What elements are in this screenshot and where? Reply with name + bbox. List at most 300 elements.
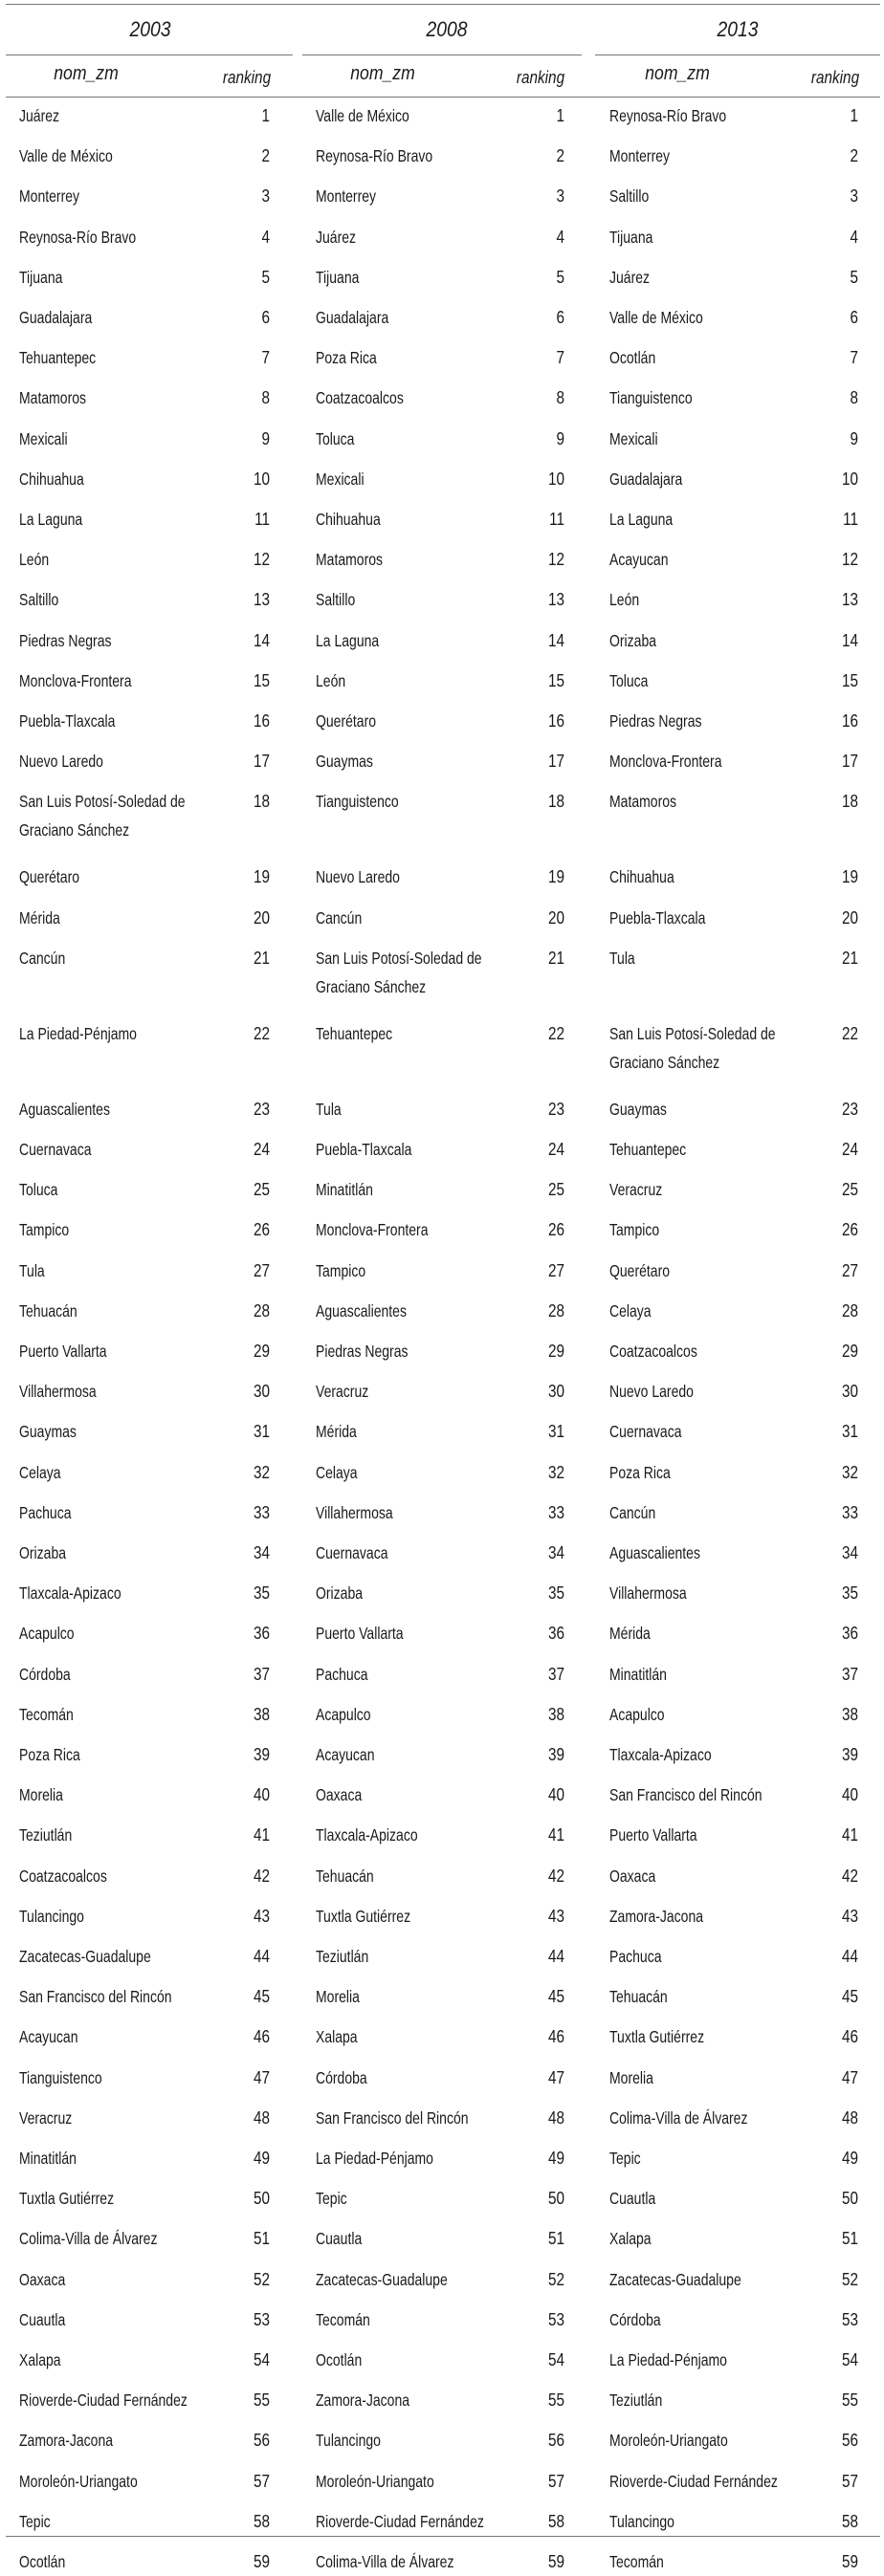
table-cell-name: Mexicali [316,469,365,489]
table-cell-ranking: 38 [253,1704,270,1724]
table-cell-ranking: 24 [253,1140,270,1159]
table-cell-name: Tecomán [316,2309,370,2329]
table-cell-ranking: 31 [547,1422,564,1442]
table-cell-ranking: 11 [254,510,270,529]
table-cell-name: Guadalajara [609,469,683,489]
table-cell-ranking: 8 [850,388,858,408]
table-cell-name: Tianguistenco [19,2067,102,2087]
table-cell-name: Mérida [316,1422,357,1442]
table-cell-ranking: 40 [841,1785,858,1805]
table-cell-ranking: 4 [261,227,270,247]
table-cell-name: Orizaba [19,1543,67,1562]
table-cell-name: Saltillo [316,590,356,610]
table-cell-name: Coatzacoalcos [609,1342,697,1361]
table-cell-ranking: 25 [841,1180,858,1200]
table-cell-name: Reynosa-Río Bravo [316,146,433,166]
table-cell-name: Monclova-Frontera [316,1220,429,1240]
table-cell-name: Matamoros [609,792,677,812]
table-cell-name: Chihuahua [316,510,381,529]
table-cell-name: Guaymas [19,1422,77,1442]
col-header-name-2008: nom_zm [350,63,415,84]
table-cell-ranking: 9 [850,428,858,448]
table-cell-name: Tijuana [609,227,653,247]
table-cell-ranking: 32 [547,1462,564,1482]
table-cell-name: Tijuana [316,267,360,287]
table-cell-name: Córdoba [19,1664,71,1684]
table-cell-ranking: 13 [253,590,270,610]
table-cell-ranking: 44 [841,1947,858,1966]
table-cell-name: Mérida [19,907,60,928]
table-cell-name: Villahermosa [19,1382,97,1402]
table-cell-name: Aguascalientes [19,1099,110,1119]
table-cell-name: Monterrey [316,186,377,207]
table-cell-name: Acayucan [19,2027,78,2047]
table-cell-ranking: 43 [253,1906,270,1926]
table-cell-ranking: 41 [253,1825,270,1845]
table-cell-name: Celaya [316,1462,358,1482]
table-cell-name: Cuernavaca [609,1422,682,1442]
table-cell-ranking: 36 [547,1624,564,1644]
table-cell-name: Colima-Villa de Álvarez [19,2229,158,2249]
table-cell-name: Mexicali [609,428,658,448]
table-cell-name: Tehuantepec [19,348,97,368]
table-cell-ranking: 18 [547,792,564,812]
table-cell-ranking: 34 [547,1543,564,1562]
table-cell-ranking: 10 [253,469,270,489]
table-cell-name: La Piedad-Pénjamo [609,2350,727,2369]
table-cell-ranking: 15 [547,670,564,690]
table-cell-name: La Piedad-Pénjamo [316,2149,433,2168]
table-cell-name: Puerto Vallarta [609,1825,697,1845]
table-cell-name: Oaxaca [316,1785,363,1805]
table-cell-name: Rioverde-Ciudad Fernández [316,2511,484,2531]
table-cell-name: Tepic [316,2189,347,2209]
table-cell-name: Aguascalientes [609,1543,700,1562]
table-cell-ranking: 7 [261,348,270,368]
table-cell-name: León [609,590,640,610]
top-rule [6,4,880,5]
table-cell-ranking: 54 [547,2350,564,2369]
table-cell-name: San Francisco del Rincón [609,1785,762,1805]
table-cell-name: Tampico [609,1220,660,1240]
table-cell-ranking: 3 [261,186,270,207]
table-cell-name: Monclova-Frontera [19,670,132,690]
table-cell-name: Mexicali [19,428,68,448]
table-cell-name: Ocotlán [609,348,656,368]
table-cell-name: Poza Rica [19,1745,80,1764]
table-cell-ranking: 33 [841,1502,858,1522]
table-cell-ranking: 22 [547,1023,564,1043]
table-cell-ranking: 35 [841,1583,858,1604]
table-cell-ranking: 31 [841,1422,858,1442]
table-cell-name: Zacatecas-Guadalupe [316,2269,448,2289]
col-header-ranking-2013: ranking [810,68,860,87]
table-cell-ranking: 2 [261,146,270,166]
table-cell-name: Querétaro [609,1260,671,1280]
table-cell-ranking: 21 [547,948,564,968]
table-cell-ranking: 59 [253,2552,270,2571]
table-cell-name: Puebla-Tlaxcala [609,907,706,928]
table-cell-name: Guaymas [609,1099,667,1119]
table-cell-ranking: 20 [841,907,858,928]
table-cell-name: Reynosa-Río Bravo [19,227,137,247]
table-cell-name: Acayucan [609,550,669,570]
table-cell-ranking: 57 [253,2471,270,2491]
table-cell-name: Coatzacoalcos [19,1866,107,1886]
table-cell-ranking: 50 [841,2189,858,2209]
table-cell-ranking: 42 [253,1866,270,1886]
table-cell-ranking: 23 [253,1099,270,1119]
table-cell-name: Moroleón-Uriangato [316,2471,434,2491]
table-cell-name: Tianguistenco [609,388,693,408]
table-cell-ranking: 46 [547,2027,564,2047]
table-cell-name: Villahermosa [609,1583,687,1604]
table-cell-ranking: 43 [841,1906,858,1926]
table-cell-name: Coatzacoalcos [316,388,404,408]
table-cell-ranking: 55 [253,2390,270,2411]
table-cell-name: Orizaba [609,630,657,650]
table-cell-ranking: 4 [556,227,564,247]
table-cell-name: Celaya [19,1462,61,1482]
table-cell-name: La Laguna [316,630,380,650]
table-cell-ranking: 24 [547,1140,564,1159]
table-cell-ranking: 14 [841,630,858,650]
table-cell-ranking: 18 [841,792,858,812]
table-cell-ranking: 21 [253,948,270,968]
table-cell-ranking: 5 [556,267,564,287]
table-cell-name: Tepic [609,2149,641,2168]
table-cell-ranking: 41 [841,1825,858,1845]
table-cell-ranking: 58 [841,2511,858,2531]
table-cell-name: Moroleón-Uriangato [19,2471,138,2491]
table-cell-ranking: 29 [253,1342,270,1361]
table-cell-ranking: 12 [253,550,270,570]
table-cell-name: San Francisco del Rincón [316,2107,469,2128]
table-cell-ranking: 21 [841,948,858,968]
col-header-ranking-2008: ranking [516,68,565,87]
table-cell-name: Villahermosa [316,1502,393,1522]
table-cell-ranking: 52 [841,2269,858,2289]
table-cell-ranking: 19 [253,867,270,887]
table-cell-ranking: 29 [547,1342,564,1361]
table-cell-ranking: 6 [556,308,564,327]
table-cell-ranking: 30 [841,1382,858,1402]
table-cell-name: Tampico [19,1220,70,1240]
table-cell-ranking: 13 [547,590,564,610]
table-cell-name: Xalapa [316,2027,358,2047]
table-cell-name: Puerto Vallarta [19,1342,107,1361]
table-cell-ranking: 53 [841,2309,858,2329]
year-2013-heading: 2013 [717,17,759,41]
table-cell-name: Toluca [609,670,649,690]
table-cell-ranking: 37 [841,1664,858,1684]
table-cell-name: Cancún [609,1502,656,1522]
table-cell-name: Tehuacán [609,1987,668,2007]
table-cell-ranking: 41 [547,1825,564,1845]
table-cell-name: Moroleón-Uriangato [609,2431,728,2451]
table-cell-ranking: 39 [547,1745,564,1764]
col-header-name-2003: nom_zm [54,63,119,84]
col-header-ranking-2003: ranking [222,68,272,87]
table-cell-ranking: 31 [253,1422,270,1442]
table-cell-name: Saltillo [609,186,650,207]
table-cell-name: Guadalajara [19,308,93,327]
table-cell-ranking: 54 [253,2350,270,2369]
year-header-row [0,0,884,55]
table-cell-ranking: 38 [547,1704,564,1724]
table-cell-name: Acapulco [316,1704,371,1724]
table-cell-name: Morelia [609,2067,653,2087]
table-cell-ranking: 27 [841,1260,858,1280]
table-cell-name: Tuxtla Gutiérrez [19,2189,115,2209]
table-cell-name: Minatitlán [609,1664,667,1684]
table-cell-name: Xalapa [19,2350,61,2369]
table-cell-ranking: 12 [841,550,858,570]
table-cell-ranking: 10 [841,469,858,489]
table-cell-ranking: 47 [841,2067,858,2087]
table-cell-name: León [19,550,50,570]
table-cell-name: Oaxaca [609,1866,656,1886]
table-cell-ranking: 15 [841,670,858,690]
table-cell-ranking: 5 [261,267,270,287]
table-cell-name: Tlaxcala-Apizaco [609,1745,712,1764]
table-cell-name: Teziutlán [609,2390,663,2411]
table-cell-ranking: 49 [841,2149,858,2168]
table-cell-ranking: 33 [253,1502,270,1522]
table-cell-name: Puebla-Tlaxcala [316,1140,412,1159]
table-cell-name: Saltillo [19,590,59,610]
table-cell-name: Puerto Vallarta [316,1624,404,1644]
table-cell-ranking: 7 [556,348,564,368]
table-cell-ranking: 12 [547,550,564,570]
table-cell-name: Tuxtla Gutiérrez [609,2027,705,2047]
table-cell-ranking: 57 [547,2471,564,2491]
table-cell-ranking: 14 [547,630,564,650]
table-cell-name: Zacatecas-Guadalupe [609,2269,741,2289]
table-cell-name: Piedras Negras [609,711,702,731]
table-cell-name: San Luis Potosí-Soledad de Graciano Sánchez [609,1023,776,1072]
table-cell-ranking: 56 [547,2431,564,2451]
table-cell-name: Córdoba [316,2067,367,2087]
table-cell-name: Nuevo Laredo [609,1382,694,1402]
table-cell-ranking: 33 [547,1502,564,1522]
table-cell-name: La Piedad-Pénjamo [19,1023,137,1043]
table-cell-name: San Luis Potosí-Soledad de Graciano Sánchez [316,948,482,996]
table-cell-name: Cancún [316,907,363,928]
table-cell-name: Acayucan [316,1745,375,1764]
table-cell-ranking: 59 [547,2552,564,2571]
table-cell-ranking: 35 [253,1583,270,1604]
table-cell-ranking: 44 [253,1947,270,1966]
table-cell-ranking: 55 [841,2390,858,2411]
table-cell-ranking: 45 [253,1987,270,2007]
table-cell-name: Chihuahua [19,469,84,489]
table-cell-ranking: 53 [253,2309,270,2329]
table-cell-name: Nuevo Laredo [316,867,400,887]
table-cell-ranking: 17 [547,752,564,772]
table-cell-ranking: 43 [547,1906,564,1926]
table-cell-name: Teziutlán [19,1825,73,1845]
table-cell-name: Guadalajara [316,308,389,327]
table-cell-name: Veracruz [609,1180,663,1200]
table-cell-ranking: 45 [841,1987,858,2007]
table-cell-name: Cuernavaca [19,1140,92,1159]
table-cell-ranking: 50 [547,2189,564,2209]
table-cell-name: San Luis Potosí-Soledad de Graciano Sánchez [19,792,186,840]
table-cell-ranking: 25 [547,1180,564,1200]
table-cell-name: Tula [19,1260,45,1280]
table-cell-name: Tehuantepec [316,1023,393,1043]
table-cell-name: Matamoros [316,550,384,570]
table-cell-ranking: 25 [253,1180,270,1200]
table-cell-ranking: 59 [841,2552,858,2571]
table-cell-ranking: 6 [850,308,858,327]
table-cell-name: Poza Rica [609,1462,671,1482]
table-cell-ranking: 23 [547,1099,564,1119]
table-cell-ranking: 34 [253,1543,270,1562]
table-cell-name: Zamora-Jacona [609,1906,704,1926]
table-cell-ranking: 53 [547,2309,564,2329]
table-cell-ranking: 36 [253,1624,270,1644]
table-cell-name: Matamoros [19,388,87,408]
table-cell-ranking: 6 [261,308,270,327]
table-cell-name: Rioverde-Ciudad Fernández [19,2390,188,2411]
table-cell-name: Querétaro [19,867,80,887]
table-cell-name: Minatitlán [19,2149,77,2168]
table-cell-name: Toluca [19,1180,58,1200]
table-cell-name: Poza Rica [316,348,377,368]
table-cell-name: Mérida [609,1624,651,1644]
table-cell-ranking: 56 [253,2431,270,2451]
table-cell-name: Cancún [19,948,66,968]
table-cell-ranking: 49 [253,2149,270,2168]
table-cell-name: Colima-Villa de Álvarez [316,2552,454,2571]
col-header-name-2013: nom_zm [645,63,710,84]
table-cell-ranking: 55 [547,2390,564,2411]
table-cell-ranking: 3 [850,186,858,207]
table-cell-name: Morelia [316,1987,360,2007]
table-cell-ranking: 2 [850,146,858,166]
table-cell-ranking: 7 [850,348,858,368]
table-cell-ranking: 38 [841,1704,858,1724]
table-cell-name: Zamora-Jacona [19,2431,114,2451]
table-cell-ranking: 58 [547,2511,564,2531]
table-cell-name: Valle de México [316,106,409,125]
table-cell-name: Tehuacán [19,1300,77,1321]
table-cell-ranking: 37 [547,1664,564,1684]
table-cell-ranking: 42 [547,1866,564,1886]
table-cell-ranking: 19 [547,867,564,887]
table-cell-name: Guaymas [316,752,373,772]
year-2003-heading: 2003 [129,17,171,41]
table-cell-name: Pachuca [19,1502,72,1522]
table-cell-name: Cuautla [19,2309,66,2329]
table-cell-ranking: 48 [253,2107,270,2128]
table-cell-ranking: 47 [253,2067,270,2087]
table-cell-ranking: 3 [556,186,564,207]
table-cell-name: Juárez [609,267,651,287]
table-cell-ranking: 56 [841,2431,858,2451]
table-cell-name: Ocotlán [316,2350,363,2369]
table-cell-ranking: 13 [841,590,858,610]
table-cell-name: Tuxtla Gutiérrez [316,1906,411,1926]
table-cell-ranking: 18 [253,792,270,812]
table-cell-name: Zamora-Jacona [316,2390,410,2411]
table-cell-ranking: 54 [841,2350,858,2369]
table-cell-ranking: 20 [253,907,270,928]
header-rule [6,97,880,98]
table-cell-ranking: 47 [547,2067,564,2087]
table-cell-name: Tijuana [19,267,63,287]
table-cell-name: Monclova-Frontera [609,752,722,772]
table-cell-name: Cuernavaca [316,1543,388,1562]
table-cell-name: Aguascalientes [316,1300,407,1321]
table-cell-ranking: 37 [253,1664,270,1684]
table-cell-ranking: 45 [547,1987,564,2007]
table-cell-ranking: 29 [841,1342,858,1361]
table-cell-name: La Laguna [609,510,674,529]
table-cell-name: Toluca [316,428,355,448]
table-cell-name: Valle de México [19,146,113,166]
table-cell-ranking: 30 [253,1382,270,1402]
table-cell-name: La Laguna [19,510,83,529]
table-cell-name: Tehuantepec [609,1140,687,1159]
table-cell-name: Tula [316,1099,342,1119]
table-cell-ranking: 14 [253,630,270,650]
table-cell-ranking: 19 [841,867,858,887]
table-cell-ranking: 52 [253,2269,270,2289]
table-cell-ranking: 11 [843,510,858,529]
table-cell-ranking: 26 [547,1220,564,1240]
table-cell-ranking: 39 [841,1745,858,1764]
table-cell-name: Tulancingo [609,2511,674,2531]
table-cell-ranking: 58 [253,2511,270,2531]
table-cell-name: Zacatecas-Guadalupe [19,1947,151,1966]
table-cell-name: Tecomán [609,2552,664,2571]
table-cell-ranking: 9 [261,428,270,448]
table-cell-ranking: 40 [253,1785,270,1805]
table-cell-ranking: 17 [253,752,270,772]
table-cell-ranking: 17 [841,752,858,772]
table-cell-name: Tehuacán [316,1866,374,1886]
table-cell-ranking: 28 [841,1300,858,1321]
table-cell-ranking: 39 [253,1745,270,1764]
table-cell-ranking: 24 [841,1140,858,1159]
table-cell-name: Colima-Villa de Álvarez [609,2107,748,2128]
table-cell-name: Tecomán [19,1704,74,1724]
table-cell-name: Acapulco [19,1624,75,1644]
table-cell-name: Veracruz [316,1382,369,1402]
table-cell-name: Tulancingo [19,1906,84,1926]
table-cell-name: Tepic [19,2511,51,2531]
table-cell-ranking: 10 [547,469,564,489]
table-cell-name: Veracruz [19,2107,73,2128]
table-cell-ranking: 27 [253,1260,270,1280]
table-cell-name: Tampico [316,1260,366,1280]
bottom-rule [6,2536,880,2537]
table-cell-ranking: 32 [253,1462,270,1482]
table-cell-ranking: 57 [841,2471,858,2491]
table-cell-ranking: 48 [841,2107,858,2128]
table-cell-name: Córdoba [609,2309,661,2329]
table-cell-ranking: 27 [547,1260,564,1280]
table-cell-ranking: 35 [547,1583,564,1604]
table-cell-ranking: 9 [556,428,564,448]
table-cell-ranking: 20 [547,907,564,928]
table-cell-ranking: 46 [841,2027,858,2047]
table-cell-ranking: 49 [547,2149,564,2168]
table-cell-name: Tula [609,948,635,968]
